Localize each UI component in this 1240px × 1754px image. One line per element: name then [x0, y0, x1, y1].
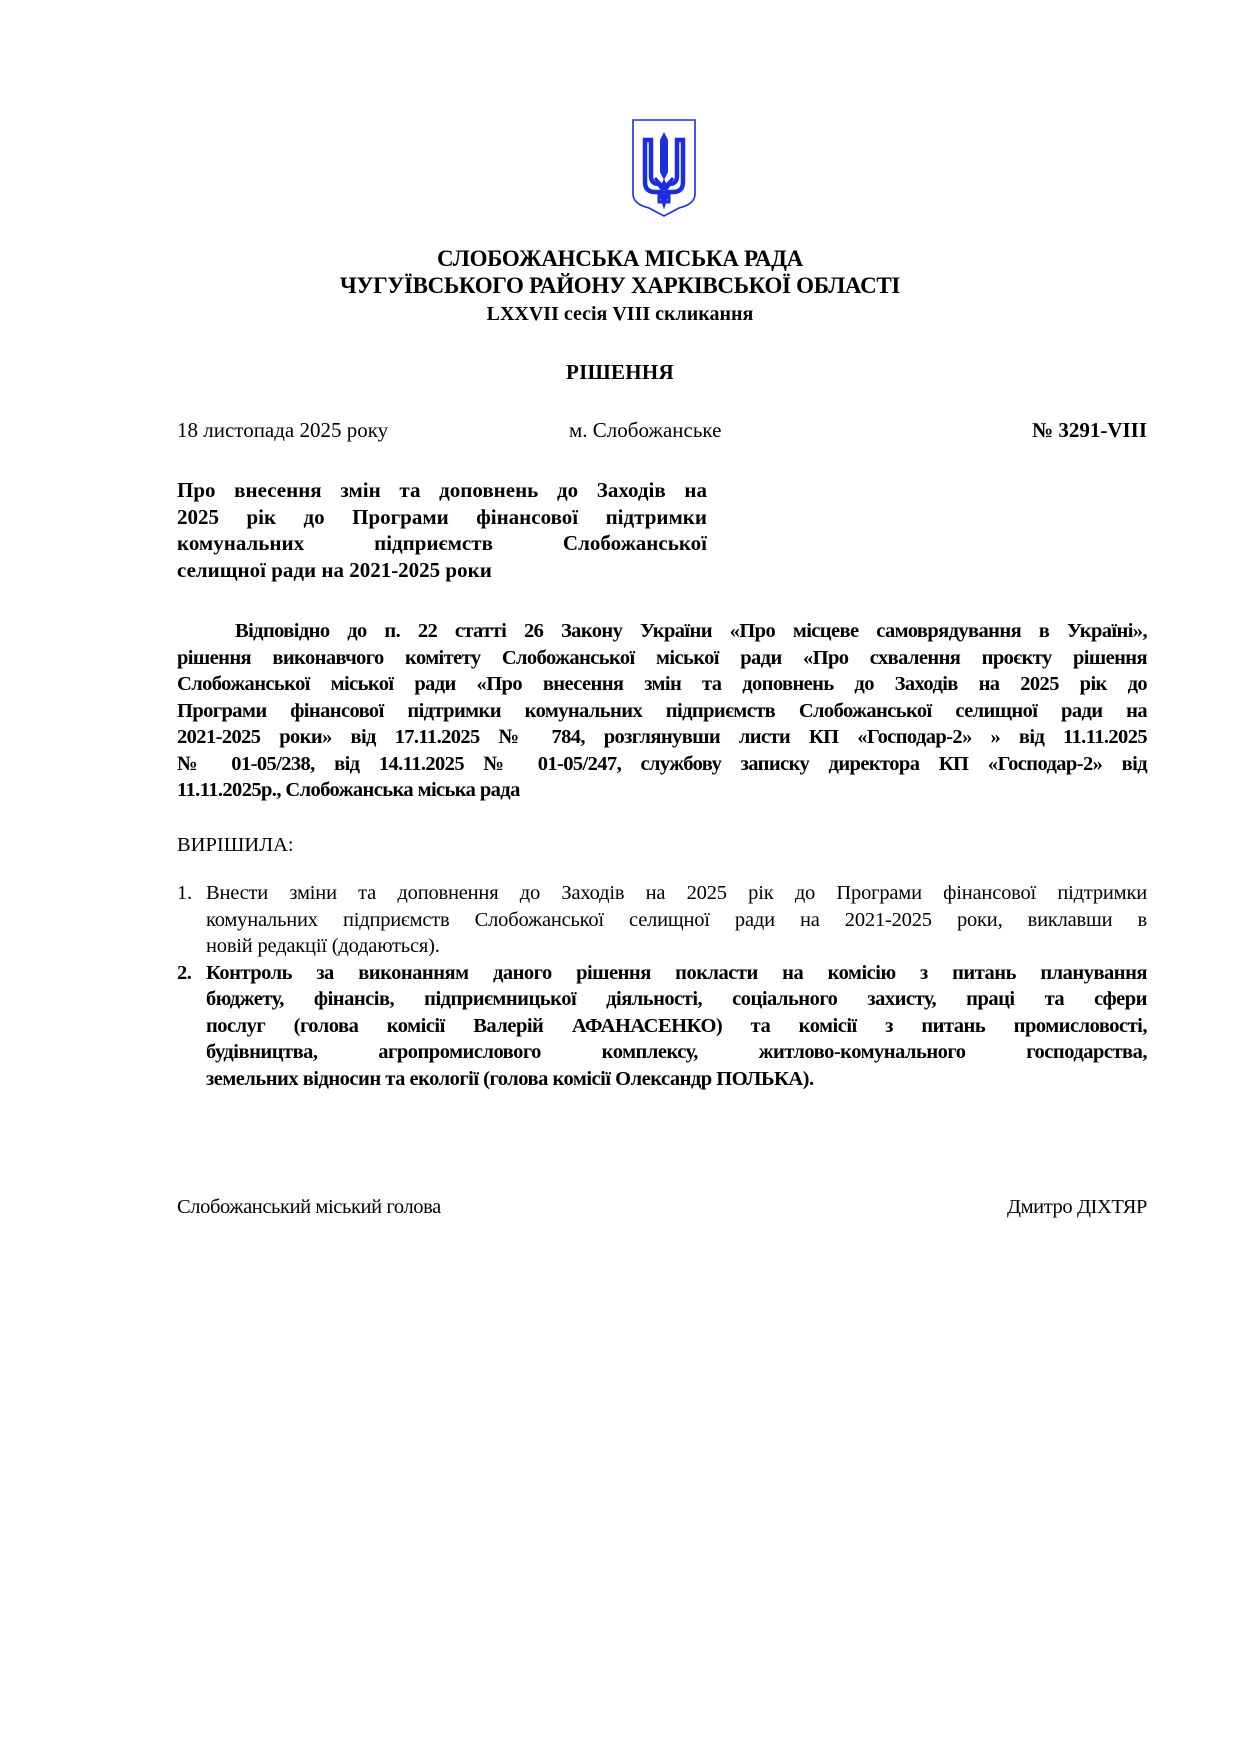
- preamble-line: Програми фінансової підтримки комунальних підприємств Слобожанської селищної ради на: [177, 699, 1147, 722]
- document-meta-row: [177, 417, 1147, 443]
- decision-item-line: Контроль за виконанням даного рішення покласти на комісію з питань планування: [206, 961, 1147, 984]
- decision-list: [177, 880, 1147, 1092]
- preamble-line: № 01-05/238, від 14.11.2025 № 01-05/247, службову записку директора КП «Господар-2» від: [177, 752, 1147, 775]
- signature-block: [177, 1193, 1147, 1221]
- signatory-position: Слобожанський міський голова: [177, 1196, 441, 1218]
- coat-of-arms-trident-icon: [631, 118, 697, 218]
- decision-item-line: земельних відносин та екології (голова комісії Олександр ПОЛЬКА).: [206, 1067, 814, 1090]
- preamble-line: 11.11.2025р., Слобожанська міська рада: [177, 779, 520, 801]
- district-name: ЧУГУЇВСЬКОГО РАЙОНУ ХАРКІВСЬКОЇ ОБЛАСТІ: [339, 273, 901, 298]
- preamble-line: Відповідно до п. 22 статті 26 Закону України «Про місцеве самоврядування в Україні»,: [235, 620, 1147, 642]
- preamble-line: 2021-2025 роки» від 17.11.2025 № 784, розглянувши листи КП «Господар-2» » від 11.11.2025: [177, 726, 1147, 748]
- signatory-name: Дмитро ДІХТЯР: [1007, 1196, 1147, 1218]
- subject-line: комунальних підприємств Слобожанської: [177, 531, 707, 555]
- preamble-line: Слобожанської міської ради «Про внесення змін та доповнень до Заходів на 2025 рік до: [177, 673, 1147, 695]
- document-type-title: РІШЕННЯ: [565, 360, 674, 384]
- subject-line: Про внесення змін та доповнень до Заходів на: [177, 478, 707, 502]
- subject-line: 2025 рік до Програми фінансової підтримки: [177, 504, 707, 529]
- council-name: СЛОБОЖАНСЬКА МІСЬКА РАДА: [437, 246, 803, 271]
- decision-item-line: будівництва, агропромислового комплексу, житлово-комунального господарства,: [206, 1041, 1147, 1063]
- decision-item-line: комунальних підприємств Слобожанської селищної ради на 2021-2025 роки, виклавши в: [206, 908, 1147, 931]
- decision-item-number: 2.: [177, 961, 192, 984]
- decision-subject: [177, 477, 707, 583]
- decision-item-number: 1.: [177, 882, 192, 904]
- decision-date: 18 листопада 2025 року: [177, 418, 389, 442]
- preamble-line: рішення виконавчого комітету Слобожанської міської ради «Про схвалення проєкту рішення: [177, 646, 1147, 669]
- preamble-paragraph: [177, 618, 1147, 804]
- resolved-label: ВИРІШИЛА:: [177, 834, 294, 856]
- subject-line: селищної ради на 2021-2025 роки: [177, 557, 492, 582]
- decision-place: м. Слобожанське: [569, 418, 722, 442]
- decision-number: № 3291-VIII: [1031, 418, 1147, 442]
- decision-item-line: послуг (голова комісії Валерій АФАНАСЕНКО) та комісії з питань промисловості,: [206, 1014, 1147, 1037]
- decision-item: [177, 960, 1147, 1093]
- session-label: LXXVII сесія VIII скликання: [486, 303, 754, 325]
- decision-item-line: новій редакції (додаються).: [206, 935, 440, 957]
- decision-item-line: Внести зміни та доповнення до Заходів на 2025 рік до Програми фінансової підтримки: [206, 882, 1147, 904]
- decision-item-line: бюджету, фінансів, підприємницької діяльності, соціального захисту, праці та сфери: [206, 988, 1147, 1010]
- decision-item: [177, 880, 1147, 960]
